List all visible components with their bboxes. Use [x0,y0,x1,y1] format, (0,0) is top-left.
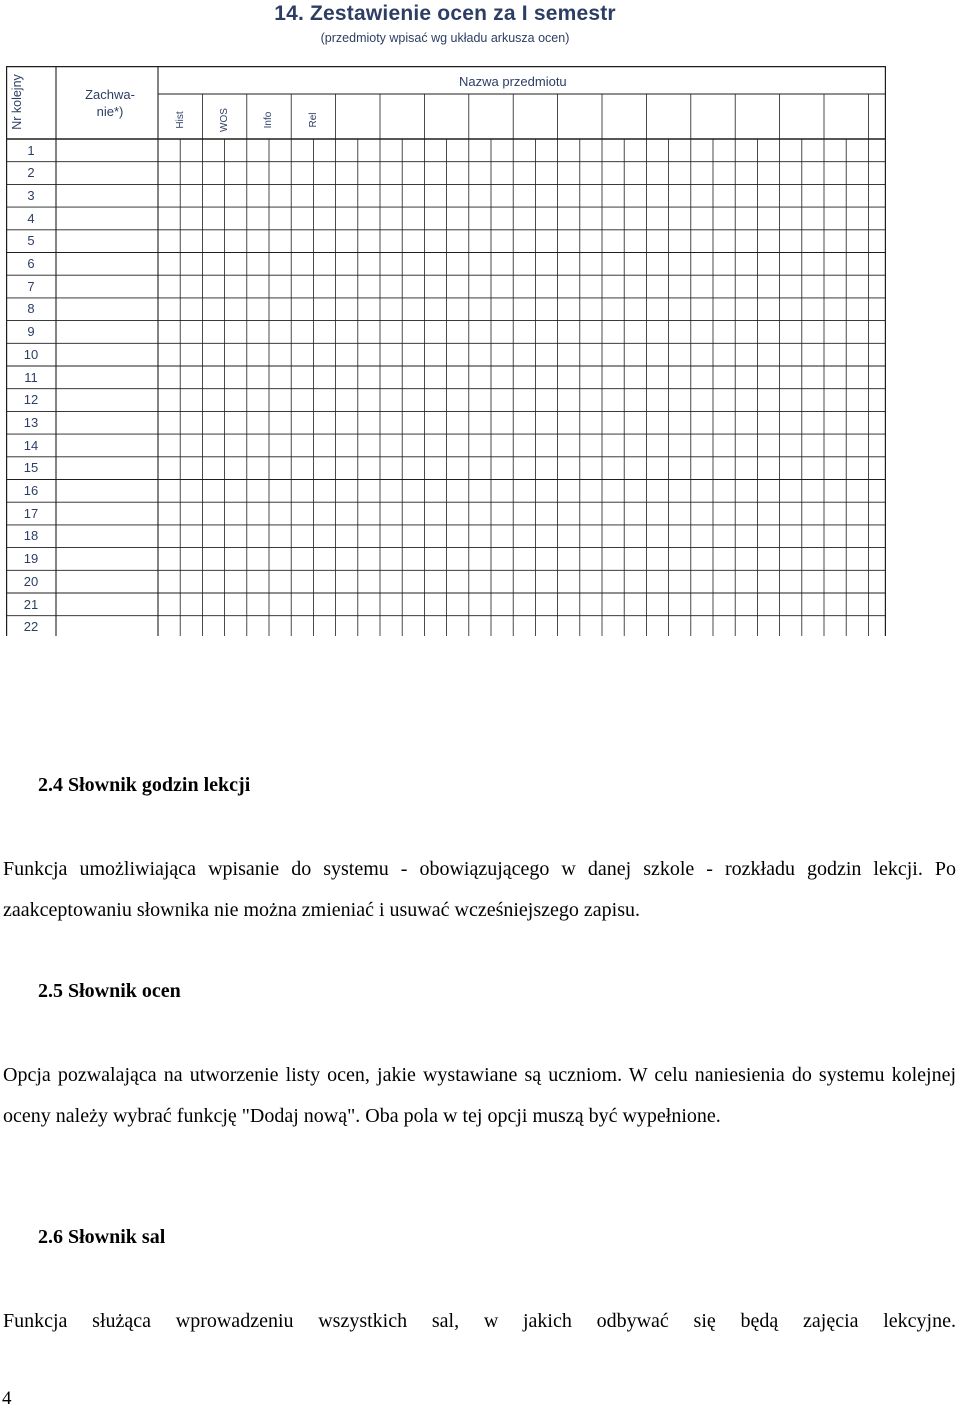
subject-header-wos: WOS [219,108,230,132]
section-heading-rooms: 2.6 Słownik sal [38,1226,166,1248]
row-number: 3 [27,187,35,203]
row-number: 15 [23,460,39,476]
row-number: 6 [27,256,35,271]
row-number: 22 [23,619,39,635]
subject-header-rel: Rel [308,112,319,128]
section-heading-lesson-hours: 2.4 Słownik godzin lekcji [38,774,251,796]
row-number: 11 [24,369,38,385]
section-text-rooms: Funkcja służąca wprowadzeniu wszystkich sal, w jakich odbywać się będą zajęcia lekcyjne. [3,1310,956,1332]
section-heading-grades: 2.5 Słownik ocen [38,980,181,1002]
header-behavior-line2: nie*) [96,104,124,119]
row-number: 12 [23,392,39,408]
sheet-subtitle: (przedmioty wpisać wg układu arkusza ocen) [320,31,570,45]
row-number: 13 [23,414,39,430]
row-number: 9 [27,324,35,340]
header-behavior-line1: Zachwa- [85,87,135,102]
section-text-grades: Opcja pozwalająca na utworzenie listy ocen, jakie wystawiane są uczniom. W celu naniesienia do systemu kolejnej oceny należy wybrać funkcję "Dodaj nową". Oba pola w tej opcji muszą być wypełnione. [3,1064,956,1127]
header-behavior [70,86,150,120]
grade-summary-table [6,66,886,636]
row-number: 8 [27,301,35,317]
row-number: 20 [23,573,39,589]
row-number: 2 [27,165,35,181]
row-number: 1 [27,142,35,158]
subject-header-info: Info [263,111,274,129]
page-number: 4 [2,1388,12,1409]
row-number: 21 [23,596,39,612]
row-number: 16 [23,483,39,498]
header-row-number: Nr kolejny [10,74,24,130]
row-number: 7 [27,278,35,294]
sheet-title: 14. Zestawienie ocen za I semestr [274,2,616,25]
row-number: 10 [23,346,39,362]
row-number: 14 [23,437,39,453]
table-grid [6,66,886,636]
row-number: 5 [27,233,35,249]
row-number: 17 [23,505,39,521]
subject-header-hist: Hist [175,111,186,129]
row-number: 18 [23,528,39,544]
row-number: 4 [27,210,35,226]
header-subject-name: Nazwa przedmiotu [459,74,567,89]
section-text-lesson-hours: Funkcja umożliwiająca wpisanie do systemu - obowiązującego w danej szkole - rozkładu godzin lekcji. Po zaakceptowaniu słownika nie można zmieniać i usuwać wcześniejszego zapisu. [3,858,956,921]
row-number: 19 [23,551,39,567]
